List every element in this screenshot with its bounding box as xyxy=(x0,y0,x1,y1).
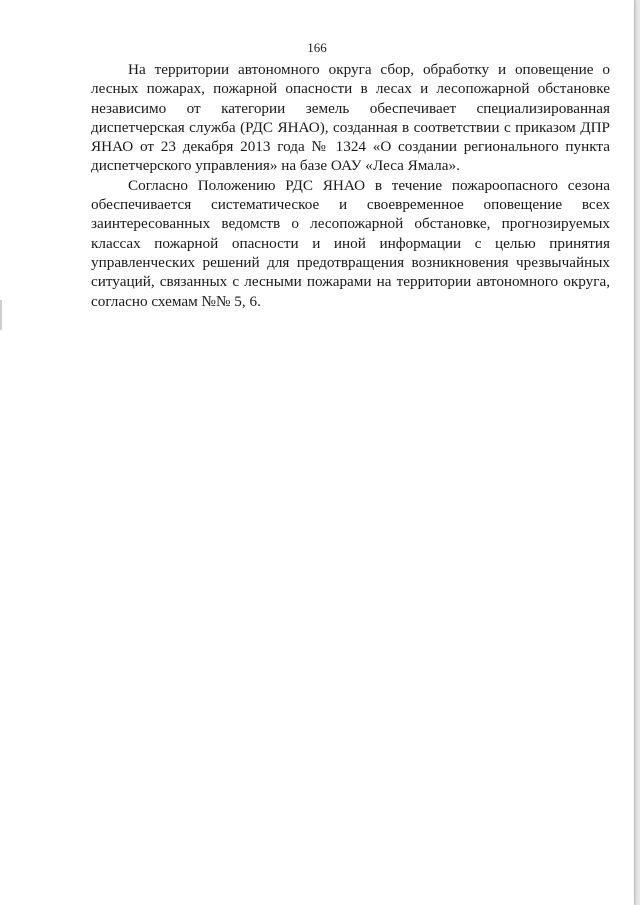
paragraph-notification-procedure: Согласно Положению РДС ЯНАО в течение пожароопасного сезона обеспечивается систематическое и своевременное оповещение всех заинтересованных ведомств о лесопожарной обстановке, прогнозируемых классах пожарной опасности и иной информации с целью принятия управленческих решений для предотвращения возникновения чрезвычайных ситуаций, связанных с лесными пожарами на территории автономного округа, согласно схемам №№ 5, 6. xyxy=(91,176,610,310)
paragraph-fire-dispatch-service: На территории автономного округа сбор, обработку и оповещение о лесных пожарах, пожарной опасности в лесах и лесопожарной обстановке независимо от категории земель обеспечивает специализированная диспетчерская служба (РДС ЯНАО), созданная в соответствии с приказом ДПР ЯНАО от 23 декабря 2013 года № 1324 «О создании регионального пункта диспетчерского управления» на базе ОАУ «Леса Ямала». xyxy=(91,61,610,175)
document-body xyxy=(91,60,610,311)
scan-edge-mark xyxy=(0,300,2,330)
page-number: 166 xyxy=(307,40,327,55)
